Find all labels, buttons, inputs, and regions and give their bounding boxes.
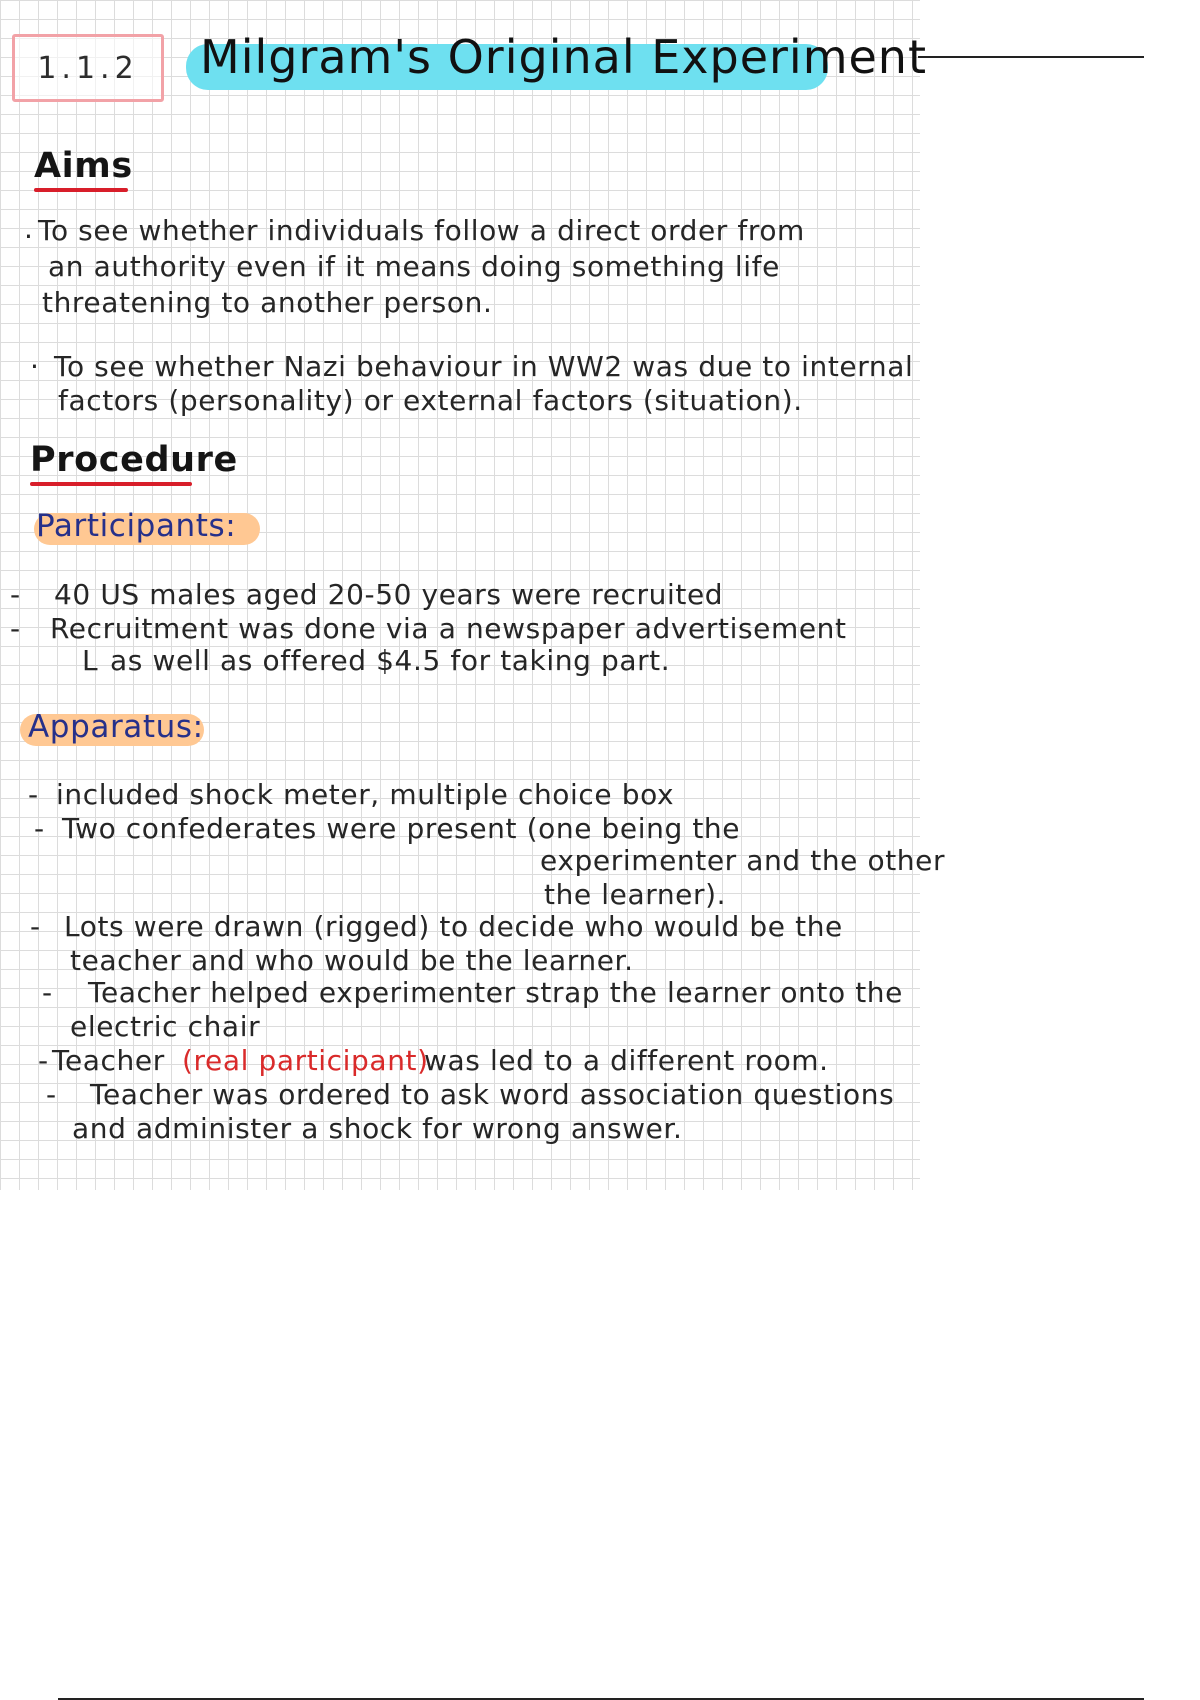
procedure-heading: Procedure xyxy=(30,440,238,480)
procedure-heading-underline xyxy=(30,482,192,486)
apparatus-line-10: was led to a different room. xyxy=(424,1044,829,1077)
section-number-box xyxy=(12,34,164,102)
apparatus-dash-6: - xyxy=(46,1078,57,1111)
apparatus-line-3: experimenter and the other xyxy=(540,844,946,877)
apparatus-dash-3: - xyxy=(30,910,41,943)
apparatus-line-7: Teacher helped experimenter strap the learner onto the xyxy=(88,976,903,1009)
participants-line-3: as well as offered $4.5 for taking part. xyxy=(110,644,671,677)
apparatus-dash-2: - xyxy=(34,812,45,845)
participants-arrow: L xyxy=(82,644,99,677)
apparatus-line-1: included shock meter, multiple choice box xyxy=(56,778,675,811)
apparatus-label: Apparatus: xyxy=(28,709,204,745)
apparatus-line-6: teacher and who would be the learner. xyxy=(70,944,634,977)
apparatus-dash-1: - xyxy=(28,778,39,811)
page-title: Milgram's Original Experiment xyxy=(200,30,927,84)
apparatus-line-4: the learner). xyxy=(544,878,727,911)
aims-item-2-line-2: factors (personality) or external factors (situation). xyxy=(58,384,803,417)
apparatus-line-8: electric chair xyxy=(70,1010,261,1043)
aims-item-1-line-2: an authority even if it means doing something life xyxy=(48,250,780,283)
apparatus-dash-5: - xyxy=(38,1044,49,1077)
title-rule-line xyxy=(918,56,1144,58)
participants-dash-1: - xyxy=(10,578,21,611)
apparatus-line-11: Teacher was ordered to ask word association questions xyxy=(90,1078,895,1111)
aims-item-1-line-1: To see whether individuals follow a direct order from xyxy=(38,214,805,247)
aims-item-1-line-3: threatening to another person. xyxy=(42,286,493,319)
apparatus-line-2: Two confederates were present (one being the xyxy=(62,812,741,845)
aims-heading-underline xyxy=(34,188,128,192)
participants-dash-2: - xyxy=(10,612,21,645)
apparatus-line-12: and administer a shock for wrong answer. xyxy=(72,1112,683,1145)
apparatus-real-participant: (real participant) xyxy=(182,1044,429,1077)
aims-heading: Aims xyxy=(34,146,133,186)
apparatus-line-5: Lots were drawn (rigged) to decide who would be the xyxy=(64,910,843,943)
apparatus-dash-4: - xyxy=(42,976,53,1009)
aims-bullet-2: · xyxy=(30,350,40,383)
participants-label: Participants: xyxy=(36,508,237,544)
apparatus-line-9: Teacher xyxy=(52,1044,165,1077)
aims-item-2-line-1: To see whether Nazi behaviour in WW2 was due to internal xyxy=(54,350,914,383)
aims-bullet-1: . xyxy=(24,212,34,245)
participants-line-2: Recruitment was done via a newspaper advertisement xyxy=(50,612,847,645)
participants-line-1: 40 US males aged 20-50 years were recruited xyxy=(54,578,724,611)
section-number: 1.1.2 xyxy=(37,50,139,86)
